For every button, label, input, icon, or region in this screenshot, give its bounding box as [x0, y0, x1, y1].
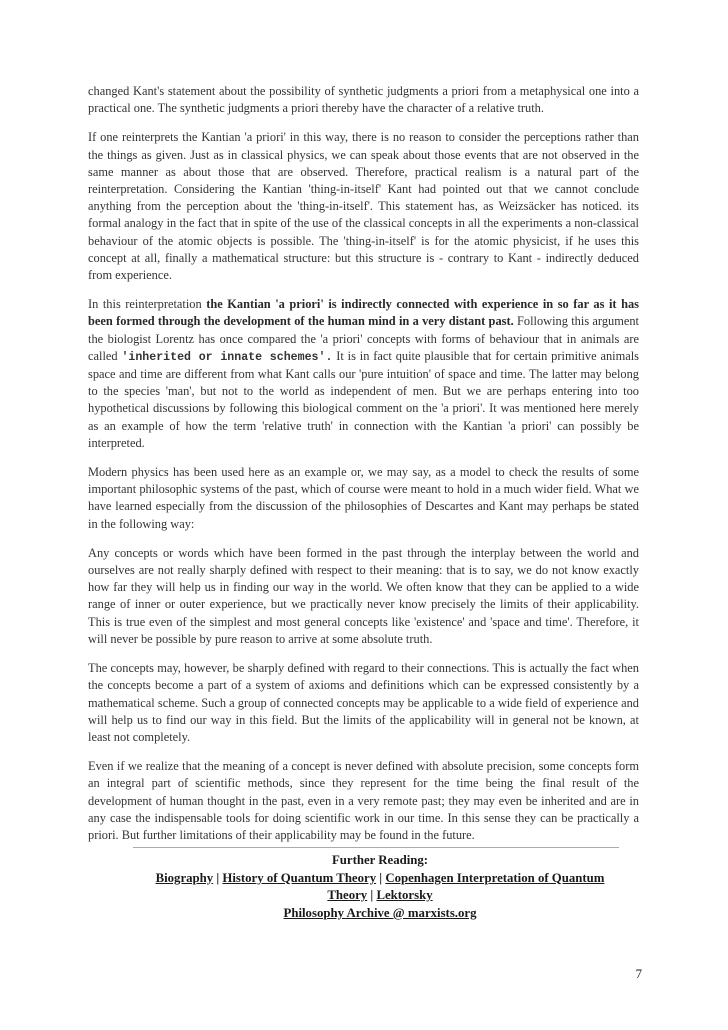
link-separator: |	[379, 870, 383, 885]
paragraph-text: The concepts may, however, be sharply defined with regard to their connections. This is actually the fact when the concepts become a part of a system of axioms and definitions which can be expressed consistently by a mathematical scheme. Such a group of connected concepts may be applicable to a wide field of experience and will help us to find our way in this field. But the limits of the applicability will in general not be known, at least not completely.	[88, 661, 639, 744]
paragraph	[88, 660, 639, 746]
link-separator: |	[370, 888, 374, 903]
paragraph	[88, 129, 639, 284]
emphasis-text: 'inherited or innate schemes'.	[121, 350, 333, 364]
paragraph	[88, 83, 639, 117]
emphasis-text: the Kantian 'a priori' is indirectly connected with experience in so far as it has been formed through the development of the human mind in a very distant past.	[88, 297, 640, 329]
further-reading	[150, 852, 610, 922]
paragraph-text: In this reinterpretation	[88, 297, 207, 312]
paragraph	[88, 464, 639, 533]
link-copenhagen-interpretation[interactable]: Copenhagen Interpretation of Quantum Theory	[327, 870, 605, 903]
paragraph-text: Any concepts or words which have been formed in the past through the interplay between the world and ourselves are not really sharply defined with respect to their meaning: that is to say, we do not know exactly how far they will help us in finding our way in the world. We often know that they can be applied to a wide range of inner or outer experience, but we practically never know precisely the limits of their applicability. This is true even of the simplest and most general concepts like 'existence' and 'space and time'. Therefore, it will never be possible by pure reason to arrive at some absolute truth.	[88, 545, 639, 646]
body-text	[88, 83, 639, 856]
further-reading-heading: Further Reading:	[331, 853, 429, 867]
paragraph	[88, 545, 639, 648]
link-separator: |	[216, 870, 220, 885]
paragraph	[88, 758, 639, 844]
paragraph-text: Modern physics has been used here as an example or, we may say, as a model to check the results of some important philosophic systems of the past, which of course were meant to hold in a much wider field. What we have learned especially from the discussion of the philosophies of Descartes and Kant may perhaps be stated in the following way:	[88, 465, 639, 531]
paragraph	[88, 296, 639, 452]
paragraph-text: Following this argument the biologist Lorentz has once compared the 'a priori' concepts with forms of behaviour that in animals are called	[88, 314, 640, 363]
link-history-of-quantum-theory[interactable]: History of Quantum Theory	[222, 870, 377, 885]
link-lektorsky[interactable]: Lektorsky	[376, 888, 433, 903]
paragraph-text: If one reinterprets the Kantian 'a priori' in this way, there is no reason to consider the perceptions rather than the things as given. Just as in classical physics, we can speak about those events that are not observed in the same manner as about those that are observed. Therefore, practical realism is a natural part of the reinterpretation. Considering the Kantian 'thing-in-itself' Kant had pointed out that we cannot conclude anything from the perception about the 'thing-in-itself'. This statement has, as Weizsäcker has noticed. its formal analogy in the fact that in spite of the use of the classical concepts in all the experiments a non-classical behaviour of the atomic objects is possible. The 'thing-in-itself' is for the atomic physicist, if he uses this concept at all, finally a mathematical structure: but this structure is - contrary to Kant - indirectly deduced from experience.	[88, 130, 639, 283]
further-reading-links	[150, 870, 610, 923]
paragraph-text: changed Kant's statement about the possibility of synthetic judgments a priori from a metaphysical one into a practical one. The synthetic judgments a priori thereby have the character of a relative truth.	[88, 84, 639, 116]
section-divider	[133, 847, 619, 848]
paragraph-text: It is in fact quite plausible that for certain primitive animals space and time are different from what Kant calls our 'pure intuition' of space and time. The latter may belong to the species 'man', but not to the world as independent of men. But we are perhaps entering into too hypothetical discussions by following this biological comment on the 'a priori'. It was mentioned here merely as an example of how the term 'relative truth' in connection with the Kantian 'a priori' can possibly be interpreted.	[88, 348, 639, 450]
link-philosophy-archive[interactable]: Philosophy Archive @ marxists.org	[283, 905, 477, 920]
paragraph-text: Even if we realize that the meaning of a concept is never defined with absolute precision, some concepts form an integral part of scientific methods, since they represent for the time being the final result of the development of human thought in the past, even in a very remote past; they may even be inherited and are in any case the indispensable tools for doing scientific work in our time. In this sense they can be practically a priori. But further limitations of their applicability may be found in the future.	[88, 759, 639, 842]
page-number: 7	[635, 967, 642, 981]
link-biography[interactable]: Biography	[155, 870, 214, 885]
